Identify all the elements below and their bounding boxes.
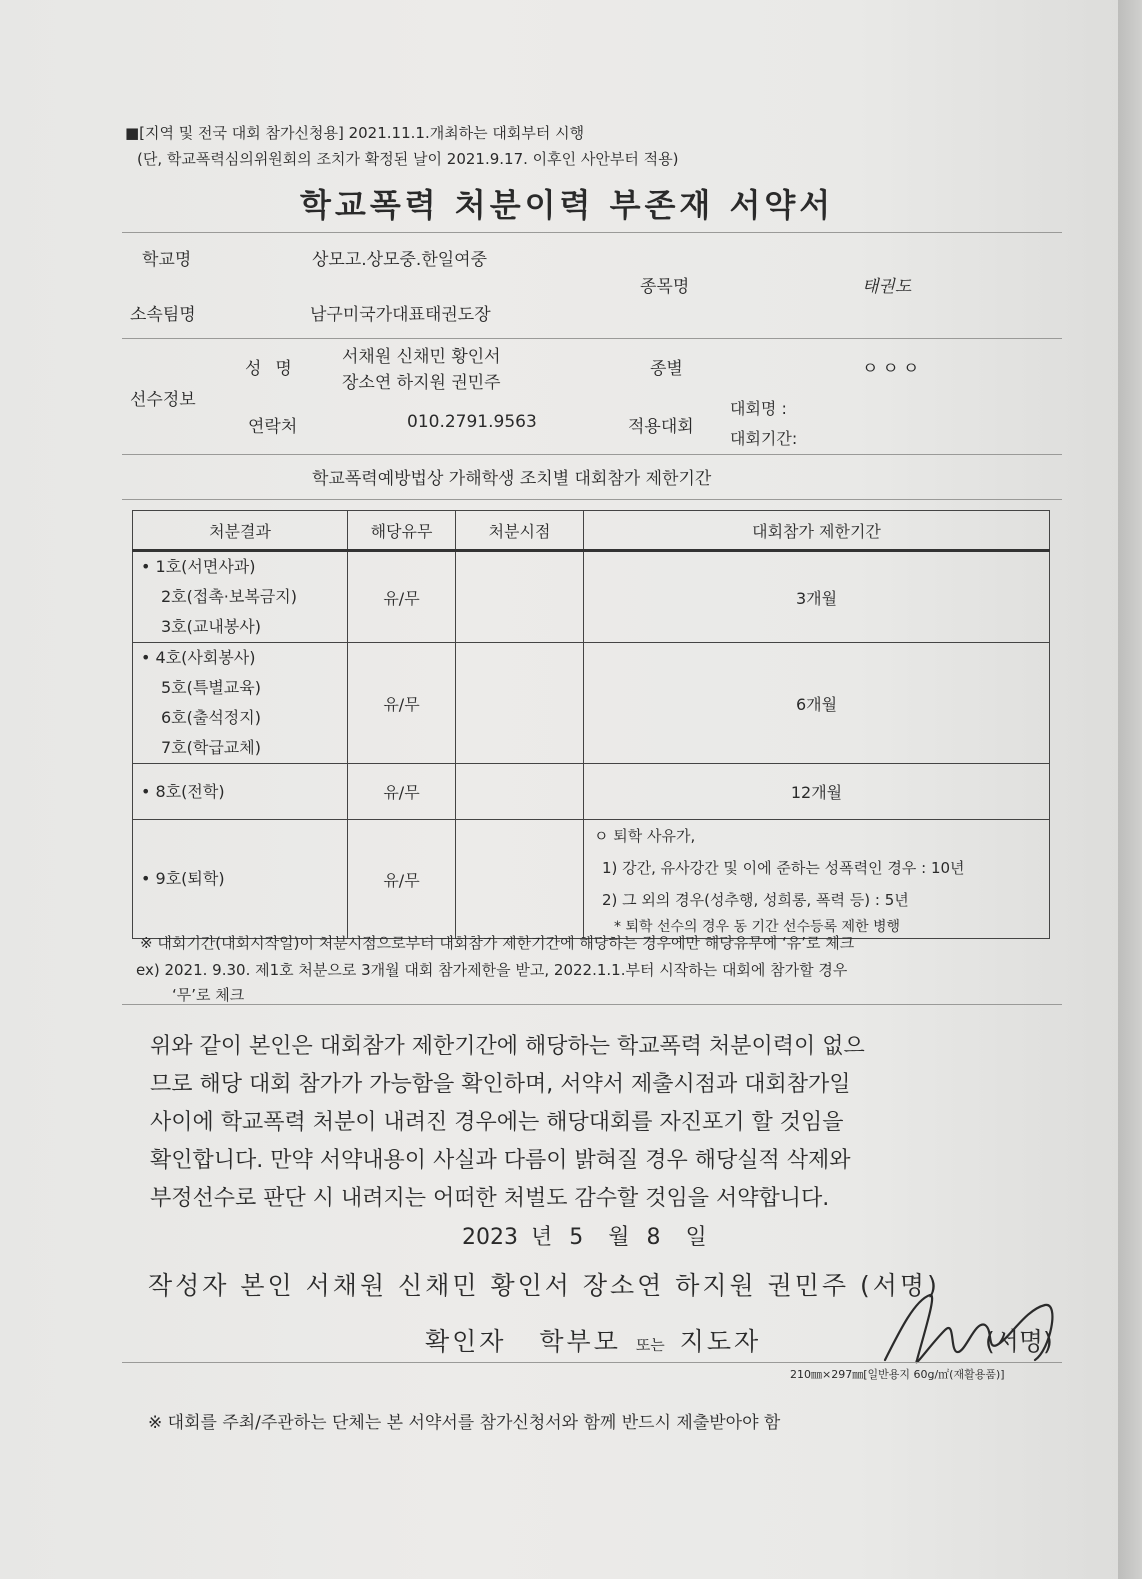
- applicable-cell: 유/무: [348, 643, 456, 764]
- author-line: 작성자 본인 서채원 신채민 황인서 장소연 하지원 권민주 (서명): [148, 1271, 940, 1300]
- event-value: 태권도: [862, 277, 912, 297]
- parent-label: 학부모: [539, 1327, 621, 1356]
- event-label: 종목명: [640, 277, 690, 297]
- column-header: 해당유무: [348, 511, 456, 551]
- pledge-line: 므로 해당 대회 참가가 가능함을 확인하며, 서약서 제출시점과 대회참가일: [150, 1072, 851, 1097]
- pledge-line: 확인합니다. 만약 서약내용이 사실과 다름이 밝혀질 경우 해당실적 삭제와: [150, 1148, 851, 1173]
- applicable-cell: 유/무: [348, 820, 456, 939]
- team-name-value: 남구미국가대표태권도장: [310, 305, 491, 325]
- measure-item: 3호(교내봉사): [161, 617, 261, 636]
- footer-note: ※ 대회를 주최/주관하는 단체는 본 서약서를 참가신청서와 함께 반드시 제출받아야 함: [148, 1413, 781, 1433]
- measure-item: 7호(학급교체): [161, 738, 261, 757]
- column-header: 처분결과: [133, 511, 348, 551]
- measure-item: • 8호(전학): [141, 781, 225, 801]
- applicable-cell: 유/무: [348, 551, 456, 643]
- measure-item: • 4호(사회봉사): [141, 648, 256, 667]
- sanction-date-cell: [456, 764, 584, 820]
- date-day-unit: 일: [685, 1225, 707, 1250]
- confirmer-label: 확인자: [425, 1327, 507, 1356]
- divider: [122, 454, 1062, 455]
- gender-value: ㅇㅇㅇ: [862, 359, 924, 379]
- competition-period-label: 대회기간:: [730, 429, 798, 448]
- section-heading: 학교폭력예방법상 가해학생 조치별 대회참가 제한기간: [312, 469, 712, 489]
- header-note-2: (단, 학교폭력심의위원회의 조치가 확정된 날이 2021.9.17. 이후인 사안부터 적용): [137, 150, 679, 168]
- date-day: 8: [646, 1225, 661, 1250]
- expulsion-reason-item: 1) 강간, 유사강간 및 이에 준하는 성폭력인 경우 : 10년: [602, 859, 965, 877]
- table-row: [133, 820, 1050, 939]
- expulsion-reason-heading: ㅇ 퇴학 사유가,: [594, 827, 696, 845]
- date-month: 5: [569, 1225, 584, 1250]
- pledge-paragraph: [150, 1028, 1050, 1218]
- gender-label: 종별: [650, 359, 683, 379]
- measure-item: 2호(접촉·보복금지): [161, 587, 297, 606]
- measure-cell: [133, 551, 348, 643]
- measure-cell: [133, 643, 348, 764]
- date-year-unit: 년: [531, 1225, 553, 1250]
- confirmer-sign-marker: (서명): [985, 1327, 1053, 1356]
- date-month-unit: 월: [608, 1225, 630, 1250]
- table-row: [133, 643, 1050, 764]
- header-note-1: ■[지역 및 전국 대회 참가신청용] 2021.11.1.개최하는 대회부터 시행: [125, 124, 585, 142]
- restriction-period-cell: 3개월: [584, 551, 1050, 643]
- team-name-label: 소속팀명: [130, 305, 196, 325]
- sanction-table: [132, 510, 1050, 939]
- contact-value: 010.2791.9563: [407, 412, 537, 432]
- or-label: 또는: [635, 1336, 665, 1354]
- signing-date: [462, 1220, 707, 1251]
- pledge-line: 사이에 학교폭력 처분이 내려진 경우에는 해당대회를 자진포기 할 것임을: [150, 1110, 844, 1135]
- restriction-period-cell: 12개월: [584, 764, 1050, 820]
- divider: [122, 338, 1062, 339]
- pledge-line: 위와 같이 본인은 대회참가 제한기간에 해당하는 학교폭력 처분이력이 없으: [150, 1034, 865, 1059]
- school-name-value: 상모고.상모중.한일여중: [312, 250, 488, 270]
- applicable-cell: 유/무: [348, 764, 456, 820]
- divider: [122, 1004, 1062, 1005]
- school-name-label: 학교명: [142, 250, 192, 270]
- measure-cell: [133, 764, 348, 820]
- measure-cell: [133, 820, 348, 939]
- measure-item: • 9호(퇴학): [141, 869, 225, 888]
- measure-item: • 1호(서면사과): [141, 557, 256, 576]
- table-row: [133, 764, 1050, 820]
- sanction-date-cell: [456, 820, 584, 939]
- sanction-date-cell: [456, 551, 584, 643]
- paper-spec: 210㎜×297㎜[일반용지 60g/㎡(재활용품)]: [790, 1368, 1005, 1381]
- divider: [122, 1362, 1062, 1363]
- coach-label: 지도자: [679, 1327, 762, 1356]
- column-header: 처분시점: [456, 511, 584, 551]
- date-year: 2023: [462, 1225, 518, 1250]
- pledge-line: 부정선수로 판단 시 내려지는 어떠한 처벌도 감수할 것임을 서약합니다.: [150, 1186, 830, 1211]
- expulsion-note: * 퇴학 선수의 경우 동 기간 선수등록 제한 병행: [614, 919, 901, 935]
- measure-item: 6호(출석정지): [161, 708, 261, 727]
- athlete-names-line-2: 장소연 하지원 권민주: [342, 373, 501, 393]
- athlete-name-label: 성명: [245, 359, 306, 379]
- column-header: 대회참가 제한기간: [584, 511, 1050, 551]
- divider: [122, 499, 1062, 500]
- contact-label: 연락처: [248, 417, 298, 437]
- competition-name-label: 대회명 :: [730, 399, 787, 418]
- table-row: [133, 551, 1050, 643]
- sanction-date-cell: [456, 643, 584, 764]
- example-note-line-1: ex) 2021. 9.30. 제1호 처분으로 3개월 대회 참가제한을 받고, 2022.1.1.부터 시작하는 대회에 참가할 경우: [136, 961, 848, 979]
- document-title: 학교폭력 처분이력 부존재 서약서: [300, 186, 835, 224]
- expulsion-reason-item: 2) 그 외의 경우(성추행, 성희롱, 폭력 등) : 5년: [602, 891, 909, 909]
- example-note-line-2: ‘무’로 체크: [172, 986, 245, 1004]
- page-edge-shadow: [1118, 0, 1142, 1579]
- confirmer-line: [425, 1322, 761, 1358]
- applied-competition-label: 적용대회: [628, 417, 694, 437]
- divider: [122, 232, 1062, 233]
- measure-item: 5호(특별교육): [161, 678, 261, 697]
- restriction-period-cell: [584, 820, 1050, 939]
- restriction-period-cell: 6개월: [584, 643, 1050, 764]
- table-header-row: [133, 511, 1050, 551]
- athlete-names-line-1: 서채원 신채민 황인서: [342, 347, 501, 367]
- athlete-info-label: 선수정보: [130, 390, 196, 410]
- table-note: ※ 대회기간(대회시작일)이 처분시점으로부터 대회참가 제한기간에 해당하는 경우에만 해당유무에 ‘유’로 체크: [140, 934, 855, 952]
